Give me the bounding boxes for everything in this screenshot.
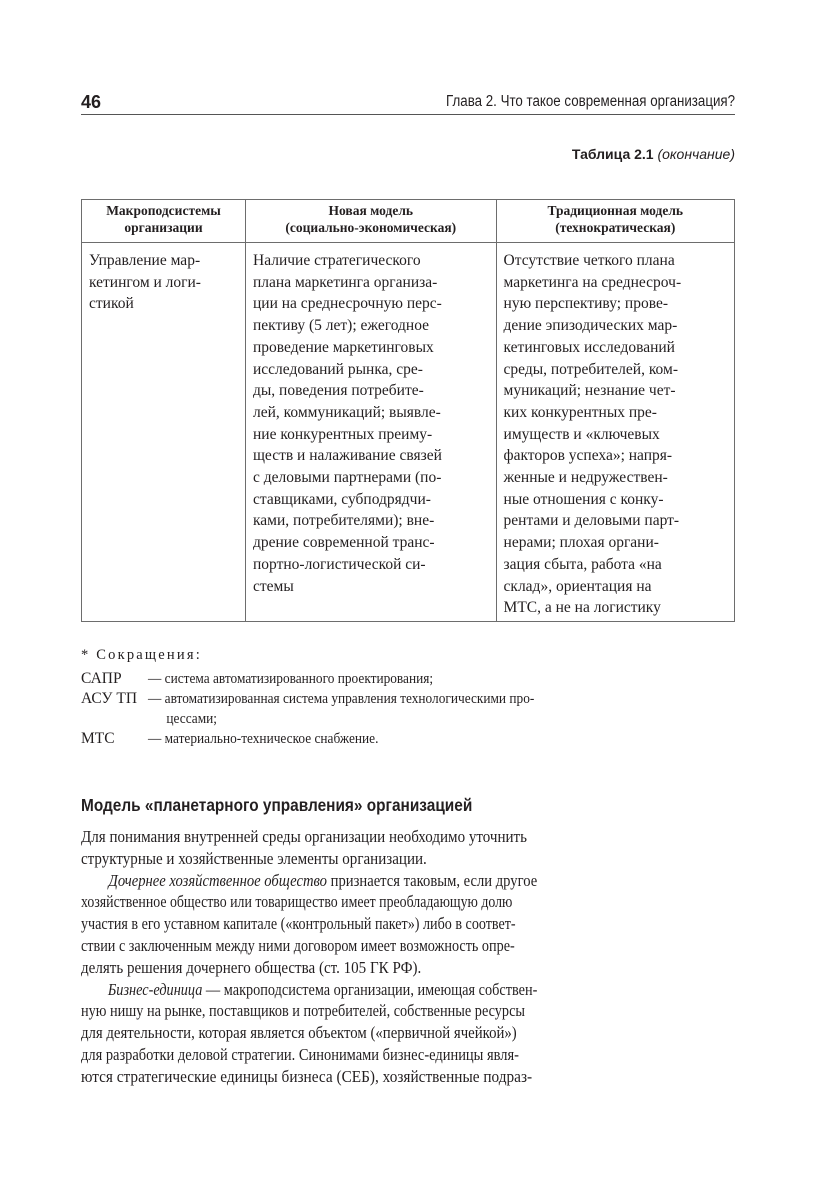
cell-new-model: Наличие стратегического плана маркетинга организа- ции на среднесрочную перс- пективу (5 лет); ежегодное проведение маркетинговых исследований рынка, сре- ды, поведения потребите- лей, коммуникаций; выявле- ние конкурентных преиму- ществ и налаживание связей с деловыми партнерами (по- ставщиками, субподрядчи- ками, потребителями); вне- дрение современной транс- портно-логистической си- стемы bbox=[246, 243, 497, 622]
abbreviation-item bbox=[81, 729, 735, 749]
paragraph-line: структурные и хозяйственные элементы организации. bbox=[81, 848, 427, 868]
page-number: 46 bbox=[81, 92, 102, 112]
abbreviation-definition-continued: цессами; bbox=[166, 711, 218, 727]
abbreviation-continuation bbox=[81, 709, 735, 729]
body-text bbox=[81, 826, 735, 1088]
abbreviation-item bbox=[81, 689, 735, 709]
chapter-title: Глава 2. Что такое современная организация? bbox=[445, 93, 735, 110]
paragraph-line: ствии с заключенным между ними договором имеет возможность опре- bbox=[81, 935, 515, 955]
footnote-title: * Сокращения: bbox=[81, 647, 202, 663]
abbreviation-definition: — материально-техническое снабжение. bbox=[148, 731, 379, 747]
paragraph-line: ются стратегические единицы бизнеса (СЕБ), хозяйственные подраз- bbox=[81, 1066, 533, 1086]
cell-traditional-model: Отсутствие четкого плана маркетинга на среднесроч- ную перспективу; прове- дение эпизодических мар- кетинговых исследований среды, потребителей, ком- муникаций; незнание чет- ких конкурентных пре- имуществ и «ключевых факторов успеха»; напря- женные и недружествен- ные отношения с конку- рентами и деловыми парт- нерами; плохая органи- зация сбыта, работа «на склад», ориентация на МТС, а не на логистику bbox=[496, 243, 734, 622]
abbreviation-term: АСУ ТП bbox=[81, 690, 138, 707]
paragraph-line: делять решения дочернего общества (ст. 105 ГК РФ). bbox=[81, 957, 422, 977]
abbreviation-definition: — автоматизированная система управления технологическими про- bbox=[148, 691, 535, 707]
cell-subsystem: Управление мар- кетингом и логи- стикой bbox=[82, 243, 246, 622]
header-subsystems: Макроподсистемы организации bbox=[82, 200, 246, 243]
paragraph-line: ную нишу на рынке, поставщиков и потребителей, собственные ресурсы bbox=[81, 1001, 526, 1021]
paragraph-line: для деятельности, которая является объектом («первичной ячейкой») bbox=[81, 1023, 517, 1043]
paragraph-first-line: Бизнес-единица — макроподсистема организации, имеющая собствен- bbox=[107, 979, 538, 999]
table-continuation-note: (окончание) bbox=[657, 146, 735, 162]
abbreviation-term: МТС bbox=[81, 730, 115, 747]
defined-term: Дочернее хозяйственное общество bbox=[108, 870, 327, 890]
table-row bbox=[82, 243, 735, 622]
header-traditional-model: Традиционная модель (технократическая) bbox=[496, 200, 734, 243]
abbreviation-term: САПР bbox=[81, 670, 122, 687]
paragraph-first-line: Дочернее хозяйственное общество признается таковым, если другое bbox=[108, 870, 538, 890]
comparison-table bbox=[81, 199, 735, 622]
paragraph-line: участия в его уставном капитале («контрольный пакет») либо в соответ- bbox=[81, 914, 516, 934]
table-caption bbox=[572, 146, 735, 162]
defined-term: Бизнес-единица bbox=[107, 979, 203, 999]
running-head bbox=[81, 92, 735, 115]
table-label: Таблица 2.1 bbox=[571, 146, 654, 162]
header-new-model: Новая модель (социально-экономическая) bbox=[246, 200, 497, 243]
paragraph-line: Для понимания внутренней среды организации необходимо уточнить bbox=[81, 827, 527, 846]
paragraph-line: хозяйственное общество или товарищество имеет преобладающую долю bbox=[81, 892, 513, 912]
table-header-row bbox=[82, 200, 735, 243]
abbreviation-definition: — система автоматизированного проектирования; bbox=[148, 671, 434, 687]
section-heading: Модель «планетарного управления» организацией bbox=[81, 795, 473, 815]
abbreviation-item bbox=[81, 669, 735, 689]
table-footnote bbox=[81, 645, 735, 749]
paragraph-line: для разработки деловой стратегии. Синонимами бизнес-единицы явля- bbox=[81, 1044, 519, 1064]
